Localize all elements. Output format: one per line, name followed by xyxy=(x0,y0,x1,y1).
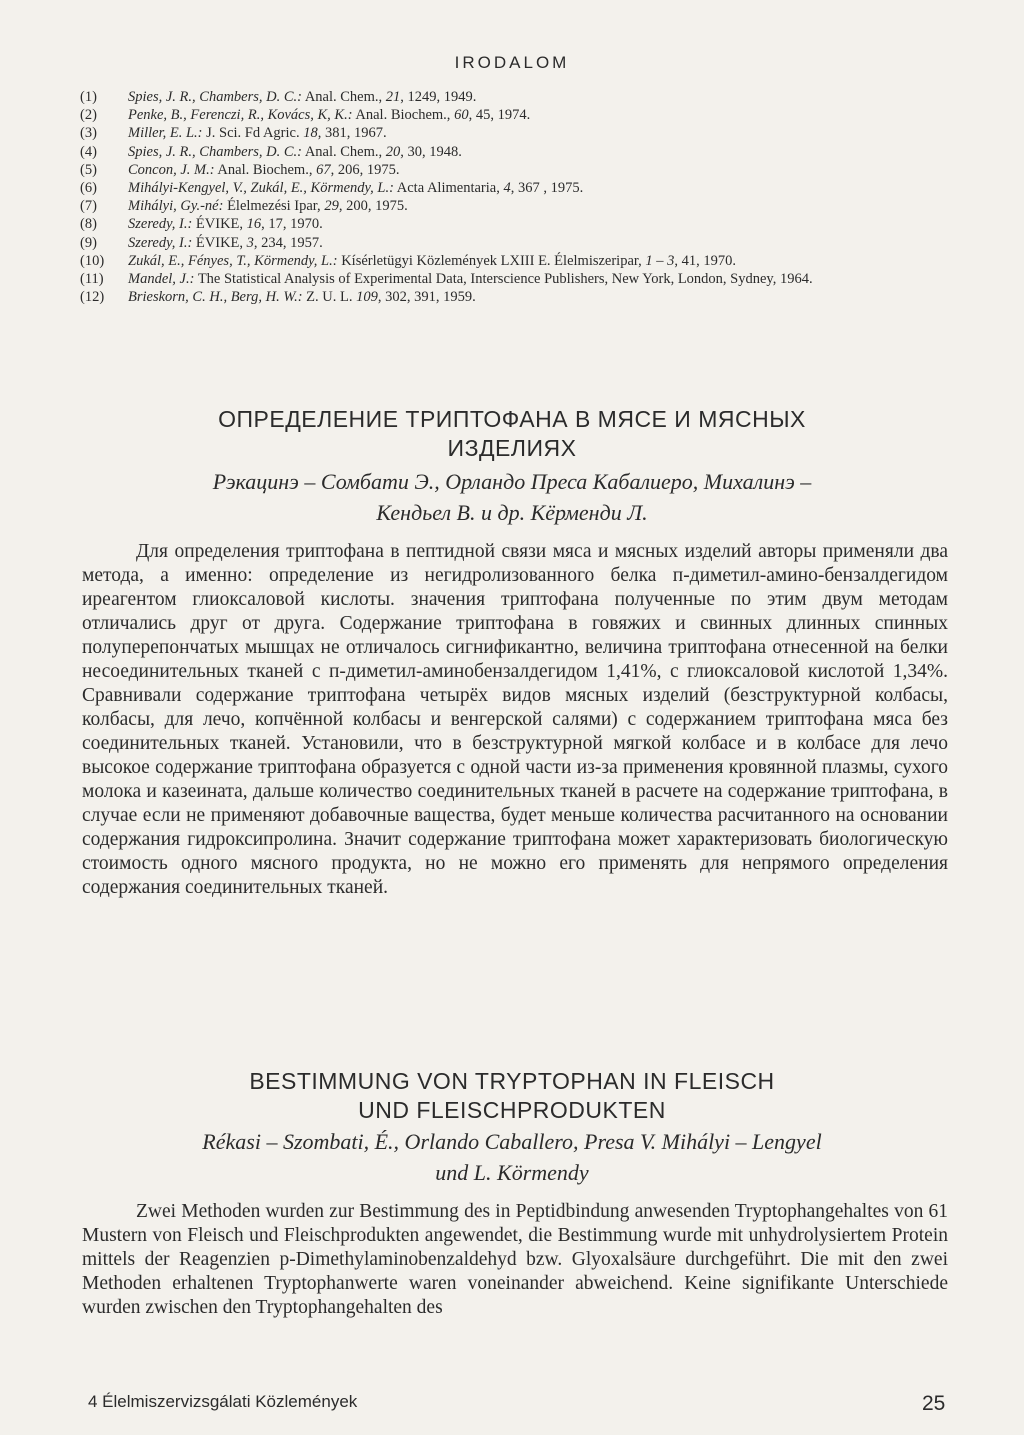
reference-volume: 60 xyxy=(454,107,469,124)
russian-title xyxy=(120,405,904,463)
reference-details: , 17, 1970. xyxy=(261,216,323,233)
reference-volume: 109 xyxy=(356,289,378,306)
reference-number: (11) xyxy=(80,271,104,288)
reference-number: (8) xyxy=(80,216,97,233)
reference-volume: 1 – 3 xyxy=(645,252,675,269)
reference-volume: 20 xyxy=(385,143,401,160)
reference-volume: 4 xyxy=(503,180,511,197)
russian-title-line-1: ОПРЕДЕЛЕНИЕ ТРИПТОФАНА В МЯСЕ И МЯСНЫХ xyxy=(218,406,806,432)
reference-number: (1) xyxy=(80,89,97,105)
german-title-line-2: UND FLEISCHPRODUKTEN xyxy=(358,1097,666,1123)
reference-details: , 367 , 1975. xyxy=(510,180,584,197)
reference-details: , 1249, 1949. xyxy=(400,89,477,105)
reference-item xyxy=(80,215,950,233)
reference-number: (9) xyxy=(80,234,97,251)
reference-item xyxy=(80,179,950,197)
reference-source: ÉVIKE, xyxy=(195,216,244,233)
reference-item xyxy=(80,270,950,288)
german-abstract: Zwei Methoden wurden zur Bestimmung des in Peptidbindung anwesenden Tryptophangehaltes von 61 Mustern von Fleisch und Fleischprodukten angewendet, die Bestimmung wurde mit unhydrolysiertem Protein mittels der Reagenzien p-Dimethylaminobenzaldehyd bzw. Glyoxalsäure durchgeführt. Die mit den zwei Methoden erhaltenen Tryptophanwerte waren voneinander abweichend. Keine signifikante Unterschiede wurden zwischen den Tryptophangehalten des xyxy=(82,1201,948,1318)
reference-number: (2) xyxy=(80,107,97,124)
reference-authors: Penke, B., Ferenczi, R., Kovács, K, K.: xyxy=(128,107,353,124)
reference-number: (12) xyxy=(80,289,105,306)
german-title xyxy=(120,1067,904,1125)
reference-source: Z. U. L. xyxy=(306,289,353,306)
russian-authors-line-2: Кендьел В. и др. Кёрменди Л. xyxy=(376,500,648,525)
reference-details: , 41, 1970. xyxy=(674,252,737,269)
reference-number: (4) xyxy=(80,143,97,160)
russian-authors-line-1: Рэкацинэ – Сомбати Э., Орландо Преса Кабалиеро, Михалинэ – xyxy=(212,469,812,494)
reference-source: Acta Alimentaria, xyxy=(396,180,500,197)
references-heading: IRODALOM xyxy=(454,53,570,72)
reference-volume: 18 xyxy=(303,125,318,142)
russian-title-line-2: ИЗДЕЛИЯХ xyxy=(447,435,577,461)
reference-volume: 3 xyxy=(246,234,254,251)
reference-item xyxy=(80,106,950,124)
reference-authors: Brieskorn, C. H., Berg, H. W.: xyxy=(128,289,303,306)
reference-item xyxy=(80,197,950,215)
reference-number: (10) xyxy=(80,252,105,269)
reference-details: , 30, 1948. xyxy=(400,143,462,160)
reference-details: , 200, 1975. xyxy=(338,198,408,215)
german-title-line-1: BESTIMMUNG VON TRYPTOPHAN IN FLEISCH xyxy=(249,1068,775,1094)
reference-number: (6) xyxy=(80,180,97,197)
reference-authors: Szeredy, I.: xyxy=(128,234,193,251)
reference-item xyxy=(80,234,950,252)
reference-source: Kísérletügyi Közlemények LXIII E. Élelmiszeripar, xyxy=(341,252,642,269)
russian-authors xyxy=(120,466,904,528)
reference-source: Anal. Biochem., xyxy=(355,107,451,124)
reference-source: Élelmezési Ipar, xyxy=(227,198,321,215)
reference-item xyxy=(80,143,950,161)
reference-list xyxy=(80,88,950,306)
german-authors xyxy=(120,1126,904,1188)
german-authors-line-2: und L. Körmendy xyxy=(435,1160,589,1185)
russian-abstract: Для определения триптофана в пептидной связи мяса и мясных изделий авторы применяли два метода, а именно: определение из негидролизованного белка п-диметил-амино-бензалдегидом иреагентом глиоксаловой кислоты. значения триптофана полученные по этим двум методам отличались друг от друга. Содержание триптофана в говяжих и свинных длинных спинных полуперепончатых мышцах не отличалось сигнификантно, величина триптофана отнесенной на белки несоединительных тканей с п-диметил-аминобензалдегидом 1,41%, с глиоксаловой кислотой 1,34%. Сравнивали содержание триптофана четырёх видов мясных изделий (безструктурной колбасы, колбасы, для лечо, копчённой колбасы и венгерской салями) с содержанием триптофана мяса без соединительных тканей. Установили, что в безструктурной мягкой колбасе и в колбасе для лечо высокое содержание триптофана образуется с одной части из-за применения кровянной плазмы, сухого молока и казеината, дальше количество соединительных тканей в расчете на содержание триптофана, в случае если не применяют добавочные ващества, будет меньше количества расчитанного на основании содержания гидроксипролина. Значит содержание триптофана может характеризовать биологическую стоимость одного мясного продукта, но не можно его применять для непрямого определения содержания соединительных тканей. xyxy=(82,541,948,898)
reference-source: J. Sci. Fd Agric. xyxy=(206,125,300,142)
reference-authors: Spies, J. R., Chambers, D. C.: xyxy=(128,143,302,160)
reference-item xyxy=(80,252,950,270)
reference-volume: 67 xyxy=(316,161,331,178)
reference-source: Anal. Chem., xyxy=(304,89,383,105)
reference-authors: Mihályi, Gy.-né: xyxy=(128,198,224,215)
reference-authors: Concon, J. M.: xyxy=(128,161,215,178)
reference-details: , 206, 1975. xyxy=(330,161,400,178)
reference-item xyxy=(80,124,950,142)
page-number: 25 xyxy=(922,1392,946,1415)
reference-number: (3) xyxy=(80,125,97,142)
reference-authors: Mandel, J.: xyxy=(128,271,195,288)
german-authors-line-1: Rékasi – Szombati, É., Orlando Caballero, Presa V. Mihályi – Lengyel xyxy=(202,1129,822,1154)
reference-number: (7) xyxy=(80,198,97,215)
reference-authors: Mihályi-Kengyel, V., Zukál, E., Körmendy, L.: xyxy=(128,180,394,197)
reference-source: Anal. Biochem., xyxy=(217,161,313,178)
reference-details: , 45, 1974. xyxy=(468,107,531,124)
reference-details: , 381, 1967. xyxy=(317,125,387,142)
reference-details: , 234, 1957. xyxy=(253,234,323,251)
reference-authors: Zukál, E., Fényes, T., Körmendy, L.: xyxy=(128,252,338,269)
reference-volume: 16 xyxy=(246,216,262,233)
reference-details: , 302, 391, 1959. xyxy=(377,289,476,306)
reference-source: The Statistical Analysis of Experimental Data, Interscience Publishers, New York, London, Sydney, 1964. xyxy=(197,271,813,288)
reference-volume: 21 xyxy=(385,89,401,105)
reference-source: Anal. Chem., xyxy=(304,143,383,160)
reference-authors: Spies, J. R., Chambers, D. C.: xyxy=(128,89,302,105)
reference-item xyxy=(80,288,950,306)
reference-source: ÉVIKE, xyxy=(195,234,244,251)
reference-volume: 29 xyxy=(324,198,339,215)
reference-number: (5) xyxy=(80,161,97,178)
journal-footer: 4 Élelmiszervizsgálati Közlemények xyxy=(88,1392,358,1411)
reference-item xyxy=(80,88,950,106)
reference-authors: Miller, E. L.: xyxy=(128,125,203,142)
reference-item xyxy=(80,161,950,179)
reference-authors: Szeredy, I.: xyxy=(128,216,193,233)
